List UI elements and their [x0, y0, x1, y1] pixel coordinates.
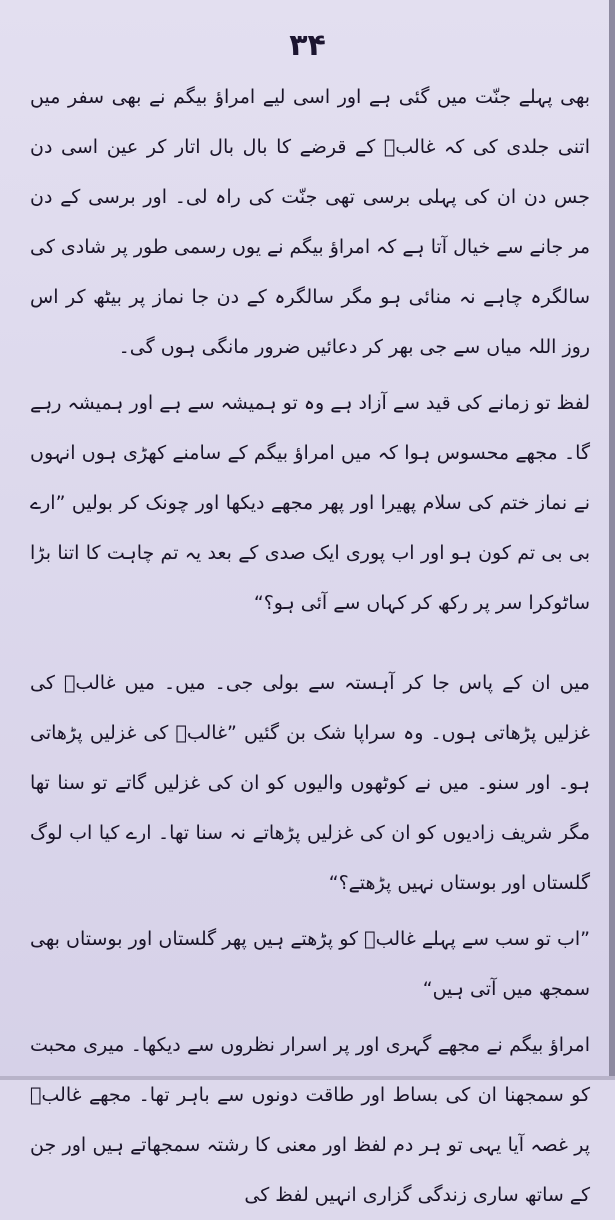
paragraph-5: امراؤ بیگم نے مجھے گہری اور پر اسرار نظروں سے دیکھا۔ میری محبت کو سمجھنا ان کی بساط اور طاقت دونوں سے باہر تھا۔ مجھے غالبؔ پر غصہ آیا یہی تو ہر دم لفظ اور معنی کا رشتہ سمجھاتے ہیں اور جن کے ساتھ ساری زندگی گزاری انہیں لفظ کی [30, 1034, 590, 1206]
page-bottom-edge [0, 1076, 615, 1080]
body-text [30, 72, 590, 1220]
page-edge-shadow [609, 0, 615, 1080]
paragraph-3: میں ان کے پاس جا کر آہستہ سے بولی جی۔ میں۔ میں غالبؔ کی غزلیں پڑھاتی ہوں۔ وہ سراپا شک بن گئیں ”غالبؔ کی غزلیں پڑھاتی ہو۔ اور سنو۔ میں نے کوٹھوں والیوں کو ان کی غزلیں گاتے تو سنا تھا مگر شریف زادیوں کو ان کی غزلیں پڑھاتے نہ سنا تھا۔ ارے کیا اب لوگ گلستاں اور بوستاں نہیں پڑھتے؟“ [30, 672, 590, 894]
paragraph-2: لفظ تو زمانے کی قید سے آزاد ہے وہ تو ہمیشہ سے ہے اور ہمیشہ رہے گا۔ مجھے محسوس ہوا کہ میں امراؤ بیگم کے سامنے کھڑی ہوں انہوں نے نماز ختم کی سلام پھیرا اور پھر مجھے دیکھا اور چونک کر بولیں ”ارے بی بی تم کون ہو اور اب پوری ایک صدی کے بعد یہ تم چاہت کا اتنا بڑا ساٹوکرا سر پر رکھ کر کہاں سے آئی ہو؟“ [30, 392, 590, 614]
page-number: ۳۴ [289, 28, 326, 63]
paragraph-4: ”اب تو سب سے پہلے غالبؔ کو پڑھتے ہیں پھر گلستاں اور بوستاں بھی سمجھ میں آتی ہیں“ [30, 928, 590, 1000]
paragraph-1: بھی پہلے جنّت میں گئی ہے اور اسی لیے امراؤ بیگم نے بھی سفر میں اتنی جلدی کی کہ غالبؔ کے قرضے کا بال بال اتار کر عین اسی دن جس دن ان کی پہلی برسی تھی جنّت کی راہ لی۔ اور برسی کے دن مر جانے سے خیال آتا ہے کہ امراؤ بیگم نے یوں رسمی طور پر شادی کی سالگرہ چاہے نہ منائی ہو مگر سالگرہ کے دن جا نماز پر بیٹھ کر اس روز اللہ میاں سے جی بھر کر دعائیں ضرور مانگی ہوں گی۔ [30, 86, 590, 358]
